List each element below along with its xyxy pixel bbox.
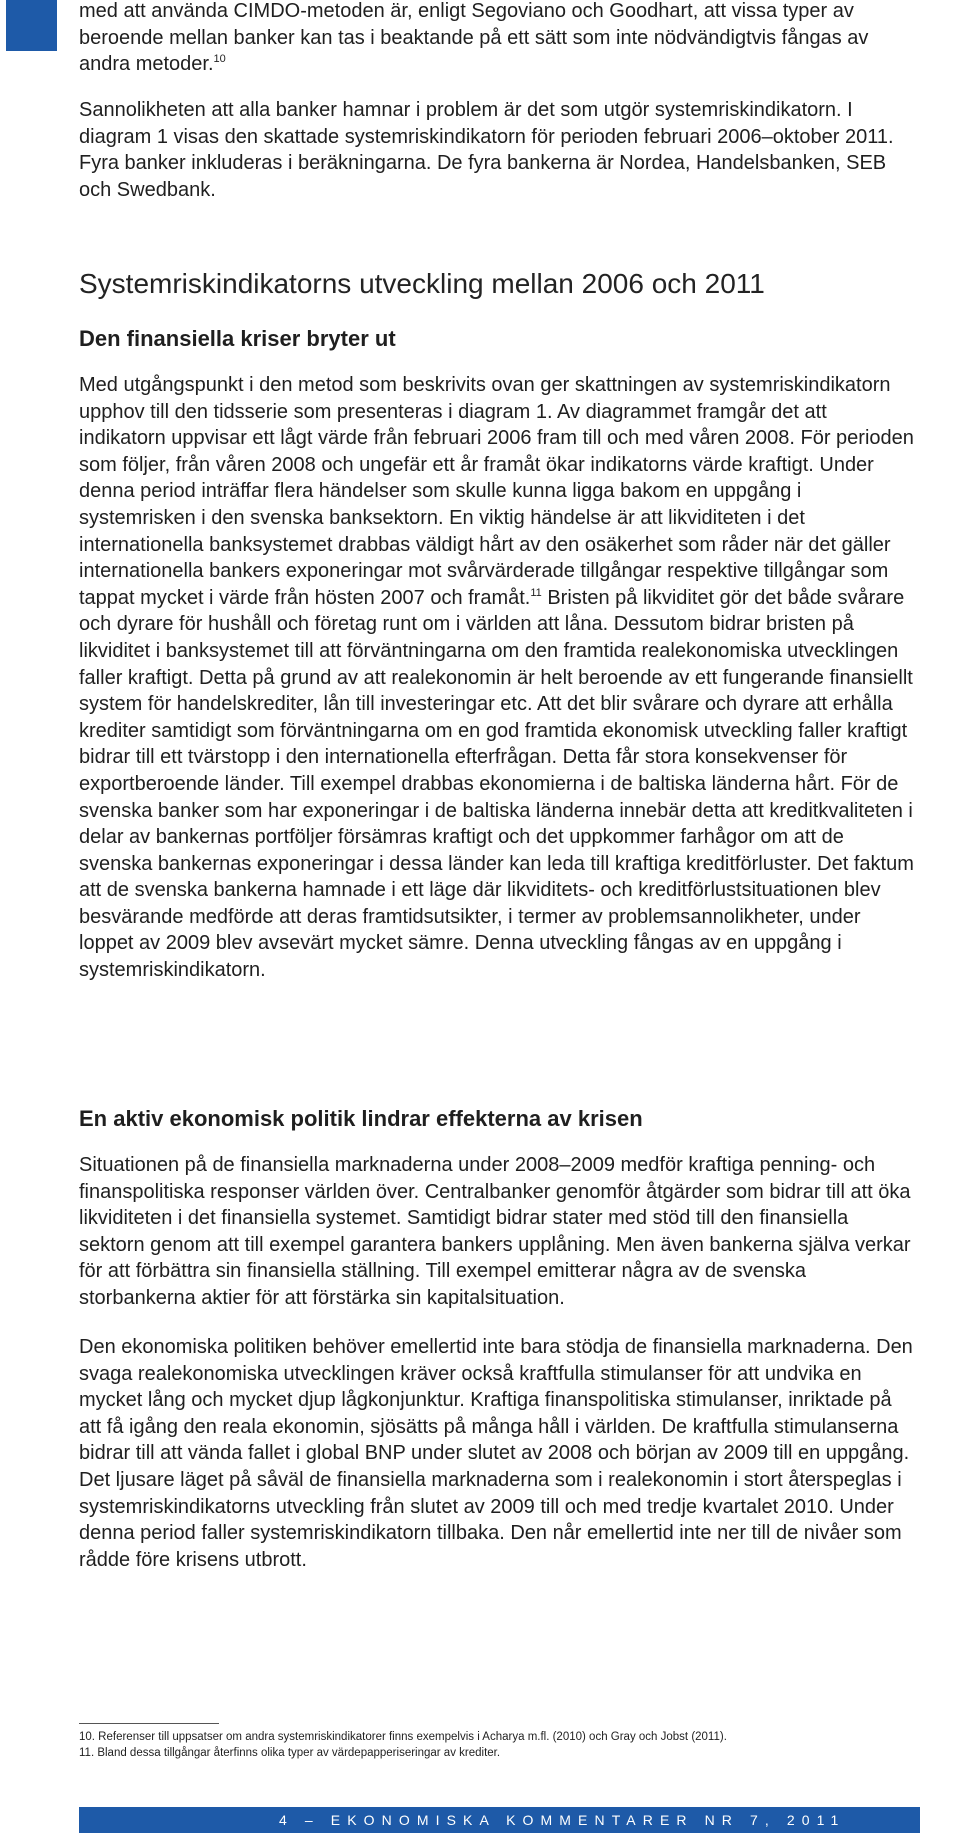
paragraph-crisis-part2: Bristen på likviditet gör det både svårare och dyrare för hushåll och företag runt om i världen att låna. Dessutom bidrar bristen på likviditet i banksystemet till att förväntningarna om den framtida realekonomiska utvecklingen faller kraftigt. Detta på grund av att realekonomin är helt beroende av ett fungerande finansiellt system för handelskrediter, lån till investeringar etc. Att det blir svårare och dyrare att erhålla krediter samtidigt som förväntningarna om en god framtida ekonomisk utveckling faller kraftigt bidrar till ett tvärstopp i den internationella efterfrågan. Detta får stora konsekvenser för exportberoende länder. Till exempel drabbas ekonomierna i de baltiska länderna hårt. För de svenska banker som har exponeringar i de baltiska länderna innebär detta att kreditkvaliteten i delar av bankernas portföljer försämras kraftigt och det uppkommer farhågor om att de svenska bankernas exponeringar i dessa länder kan leda till kraftiga kreditförluster. Det faktum att de svenska bankerna hamnade i ett läge där likviditets- och kreditförlustsituationen blev besvärande medförde att deras framtidsutsikter, i termer av problemsannolikheter, under loppet av 2009 blev avsevärt mycket sämre. Denna utveckling fångas av en uppgång i systemriskindikatorn.: [79, 586, 914, 982]
section-heading-main: Systemriskindikatorns utveckling mellan 2006 och 2011: [79, 268, 765, 299]
paragraph-probability: Sannolikheten att alla banker hamnar i problem är det som utgör systemriskindikatorn. I diagram 1 visas den skattade systemriskindikatorn för perioden februari 2006–oktober 2011. Fyra banker inkluderas i beräkningarna. De fyra bankerna är Nordea, Handelsbanken, SEB och Swedbank.: [79, 99, 894, 201]
footnote-10: 10. Referenser till uppsatser om andra systemriskindikatorer finns exempelvis i Acharya m.fl. (2010) och Gray och Jobst (2011).: [79, 1731, 727, 1743]
footer-bar: [79, 1807, 920, 1833]
paragraph-intro-text: med att använda CIMDO-metoden är, enligt Segoviano och Goodhart, att vissa typer av beroende mellan banker kan tas i beaktande på ett sätt som inte nödvändigtvis fångas av andra metoder.: [79, 0, 869, 76]
footer-page-label: 4 – EKONOMISKA KOMMENTARER NR 7, 2011: [279, 1812, 846, 1828]
footnote-divider: [79, 1723, 219, 1724]
paragraph-crisis: [79, 372, 919, 984]
footnote-11: 11. Bland dessa tillgångar återfinns olika typer av värdepapperiseringar av krediter.: [79, 1747, 501, 1759]
corner-brand-mark: [6, 0, 57, 51]
subheading-policy: En aktiv ekonomisk politik lindrar effekterna av krisen: [79, 1106, 643, 1131]
paragraph-policy-2: Den ekonomiska politiken behöver emellertid inte bara stödja de finansiella marknaderna. Den svaga realekonomiska utvecklingen kräver också kraftfulla stimulanser för att undvika en mycket lång och mycket djup lågkonjunktur. Kraftiga finanspolitiska stimulanser, inriktade på att få igång den reala ekonomin, sjösätts på många håll i världen. De kraftfulla stimulanserna bidrar till att vända fallet i global BNP under slutet av 2008 och början av 2009 till en uppgång. Det ljusare läget på såväl de finansiella marknaderna som i realekonomin i stort återspeglas i systemriskindikatorns utveckling från slutet av 2009 till och med tredje kvartalet 2010. Under denna period faller systemriskindikatorn tillbaka. Den når emellertid inte ner till de nivåer som rådde före krisens utbrott.: [79, 1336, 913, 1571]
paragraph-intro: [79, 0, 919, 78]
paragraph-crisis-part1: Med utgångspunkt i den metod som beskrivits ovan ger skattningen av systemriskindikatorn upphov till den tidsserie som presenteras i diagram 1. Av diagrammet framgår det att indikatorn uppvisar ett lågt värde från februari 2006 fram till och med våren 2008. För perioden som följer, från våren 2008 och ungefär ett år framåt ökar indikatorns värde kraftigt. Under denna period inträffar flera händelser som skulle kunna ligga bakom en uppgång i systemrisken i den svenska banksektorn. En viktig händelse är att likviditeten i det internationella banksystemet drabbas väldigt hårt av den osäkerhet som råder när det gäller internationella bankers exponeringar mot svårvärderade tillgångar respektive tillgångar som tappat mycket i värde från hösten 2007 och framåt.: [79, 374, 914, 609]
paragraph-policy-1: Situationen på de finansiella marknaderna under 2008–2009 medför kraftiga penning- och finanspolitiska responser världen över. Centralbanker genomför åtgärder som bidrar till att öka likviditeten i det finansiella systemet. Samtidigt bidrar stater med stöd till den finansiella sektorn genom att till exempel garantera bankers upplåning. Men även bankerna själva verkar för att förbättra sin finansiella ställning. Till exempel emitterar några av de svenska storbankerna aktier för att förstärka sin kapitalsituation.: [79, 1154, 911, 1309]
footnote-ref-11: 11: [530, 586, 542, 599]
subheading-crisis: Den finansiella kriser bryter ut: [79, 326, 396, 351]
footnote-ref-10: 10: [213, 53, 226, 66]
